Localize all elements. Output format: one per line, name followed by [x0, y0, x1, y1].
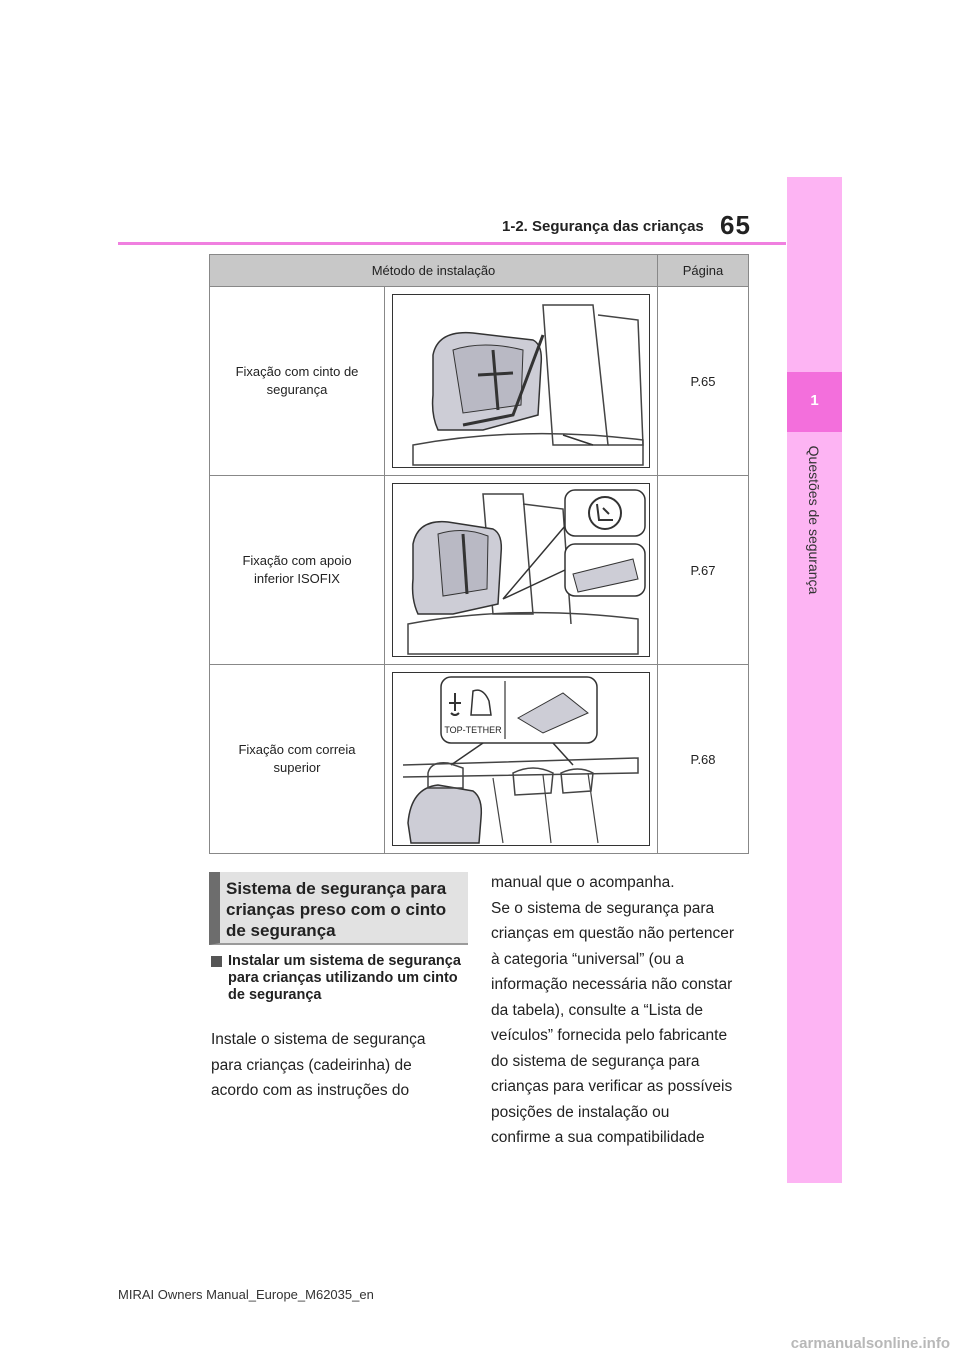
method-cell — [210, 665, 385, 854]
seat-belt-install-illustration — [392, 294, 650, 468]
page-number: 65 — [720, 210, 751, 240]
footer-text: MIRAI Owners Manual_Europe_M62035_en — [118, 1287, 374, 1302]
isofix-install-illustration — [392, 483, 650, 657]
table-header-row — [210, 255, 749, 287]
side-tab — [787, 177, 842, 1183]
installation-method-table — [209, 254, 749, 854]
method-label: Fixação com cinto de segurança — [235, 363, 359, 397]
method-cell — [210, 476, 385, 665]
column-header-method: Método de instalação — [210, 255, 658, 287]
section-title: 1-2. Segurança das crianças — [502, 218, 704, 235]
watermark: carmanualsonline.info — [790, 1335, 950, 1352]
subheading-text: Instalar um sistema de segurança para crianças utilizando um cinto de segurança — [228, 953, 461, 1003]
chapter-number: 1 — [810, 392, 819, 409]
table-row — [210, 665, 749, 854]
header-rule — [118, 242, 786, 245]
top-tether-install-illustration — [392, 672, 650, 846]
method-label: Fixação com correia superior — [238, 741, 356, 775]
method-label: Fixação com apoio inferior ISOFIX — [242, 552, 352, 586]
chapter-tab[interactable] — [787, 372, 842, 432]
column-header-page: Página — [658, 255, 749, 287]
illustration-cell — [385, 665, 658, 854]
subheading — [211, 953, 461, 1004]
illustration-cell — [385, 476, 658, 665]
body-paragraph-right: manual que o acompanha. Se o sistema de segurança para crianças em questão não pertencer à categoria “universal” (ou a informação necessária não constar da tabela), consulte a “Lista de veículos” fornecida pelo fabricante do sistema de segurança para crianças para verificar as possíveis posições de instalação ou confirme a sua compatibilidade — [491, 874, 734, 1146]
section-heading-text: Sistema de segurança para crianças preso com o cinto de segurança — [226, 879, 447, 940]
top-tether-badge: TOP-TETHER — [444, 725, 502, 735]
page-ref: P.65 — [658, 287, 749, 476]
page-ref: P.68 — [658, 665, 749, 854]
body-paragraph-left: Instale o sistema de segurança para crianças (cadeirinha) de acordo com as instruções do — [211, 1031, 426, 1099]
table-row — [210, 476, 749, 665]
section-heading — [209, 872, 468, 945]
table-row — [210, 287, 749, 476]
method-cell — [210, 287, 385, 476]
square-bullet-icon — [211, 956, 222, 967]
illustration-cell — [385, 287, 658, 476]
chapter-title: Questões de segurança — [806, 445, 822, 595]
page-ref: P.67 — [658, 476, 749, 665]
